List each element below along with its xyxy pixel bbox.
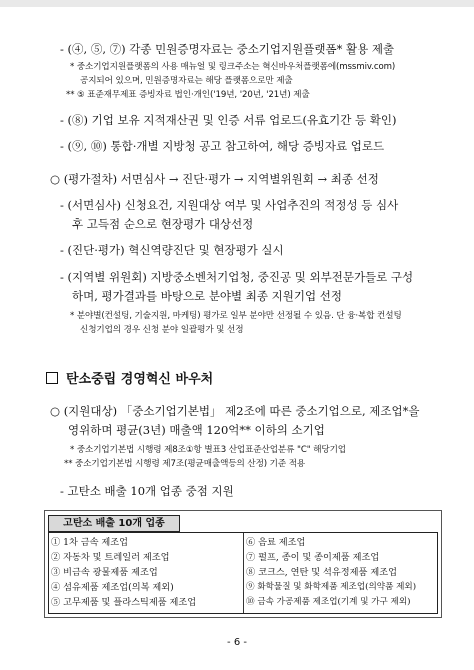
industry-item: ⑨ 화학물질 및 화학제품 제조업(의약품 제외) [246, 582, 417, 592]
section-heading [46, 372, 213, 388]
top-margin-bar [0, 0, 474, 7]
note-platform-manual: * 중소기업지원플랫폼의 사용 매뉴얼 및 링크주소는 혁신바우처플랫폼에(mssmiv.com) [70, 62, 396, 72]
note-field-evaluation-cont: 신청기업의 경우 신청 분야 일괄평가 및 선정 [80, 325, 244, 335]
step-document-review: - (서면심사) 신청요건, 지원대상 여부 및 사업추진의 적정성 등 심사 [60, 198, 399, 212]
industry-column-right [243, 533, 437, 613]
industry-item: ② 자동차 및 트레일러 제조업 [51, 552, 170, 563]
note-financial-statements: ** ⑤ 표준재무제표 증빙자료 법인·개인('19년, '20년, '21년) 제출 [66, 90, 310, 100]
evaluation-procedure: ○ (평가절차) 서면심사 → 진단·평가 → 지역별위원회 → 최종 선정 [50, 172, 379, 186]
industry-item: ⑥ 음료 제조업 [246, 537, 306, 548]
item-regional-notice: - (⑨, ⑩) 통합·개별 지방청 공고 참고하여, 해당 증빙자료 업로드 [60, 139, 385, 153]
note-field-evaluation: * 분야별(컨설팅, 기술지원, 마케팅) 평가로 일부 분야만 선정될 수 있음. 단 융·복합 컨설팅 [70, 311, 402, 321]
section-box-icon [46, 372, 58, 384]
industry-item: ① 1차 금속 제조업 [51, 537, 129, 548]
step-regional-committee: - (지역별 위원회) 지방중소벤처기업청, 중진공 및 외부전문가들로 구성 [60, 270, 414, 284]
note-average-revenue: ** 중소기업기본법 시행령 제7조(평균매출액등의 산정) 기준 적용 [64, 459, 306, 469]
item-civil-documents: - (④, ⑤, ⑦) 각종 민원증명자료는 중소기업지원플랫폼* 활용 제출 [60, 42, 395, 56]
support-target: ○ (지원대상) 「중소기업기본법」 제2조에 따른 중소기업으로, 제조업*을 [50, 404, 420, 418]
industry-item: ⑩ 금속 가공제품 제조업(기계 및 가구 제외) [246, 597, 411, 607]
step-diagnosis: - (진단·평가) 혁신역량진단 및 현장평가 실시 [60, 243, 284, 257]
industry-item: ③ 비금속 광물제품 제조업 [51, 567, 158, 578]
industry-item: ④ 섬유제품 제조업(의복 제외) [51, 582, 174, 593]
industry-table-grid [48, 532, 438, 614]
step-regional-committee-cont: 하며, 평가결과를 바탕으로 분야별 최종 지원기업 선정 [72, 289, 342, 303]
industry-column-left [49, 533, 243, 613]
industry-item: ⑦ 펄프, 종이 및 종이제품 제조업 [246, 552, 380, 563]
section-title: 탄소중립 경영혁신 바우처 [66, 372, 214, 387]
page-number: - 6 - [227, 637, 247, 648]
note-industry-classification: * 중소기업기본법 시행령 제8조①항 별표3 산업표준산업분류 "C" 해당기업 [70, 445, 347, 455]
note-platform-submit: 공지되어 있으며, 민원증명자료는 해당 플랫폼으로만 제출 [80, 76, 293, 86]
industry-item: ⑤ 고무제품 및 플라스틱제품 제조업 [51, 597, 197, 608]
support-target-cont: 영위하며 평균(3년) 매출액 120억** 이하의 소기업 [68, 423, 325, 437]
industry-table [44, 510, 442, 618]
step-document-review-cont: 후 고득점 순으로 현장평가 대상선정 [72, 217, 254, 231]
item-intellectual-property: - (⑧) 기업 보유 지적재산권 및 인증 서류 업로드(유효기간 등 확인) [60, 113, 397, 127]
high-carbon-focus: - 고탄소 배출 10개 업종 중점 지원 [60, 484, 234, 498]
industry-table-title: 고탄소 배출 10개 업종 [48, 515, 180, 532]
industry-item: ⑧ 코크스, 연탄 및 석유정제품 제조업 [246, 567, 397, 578]
